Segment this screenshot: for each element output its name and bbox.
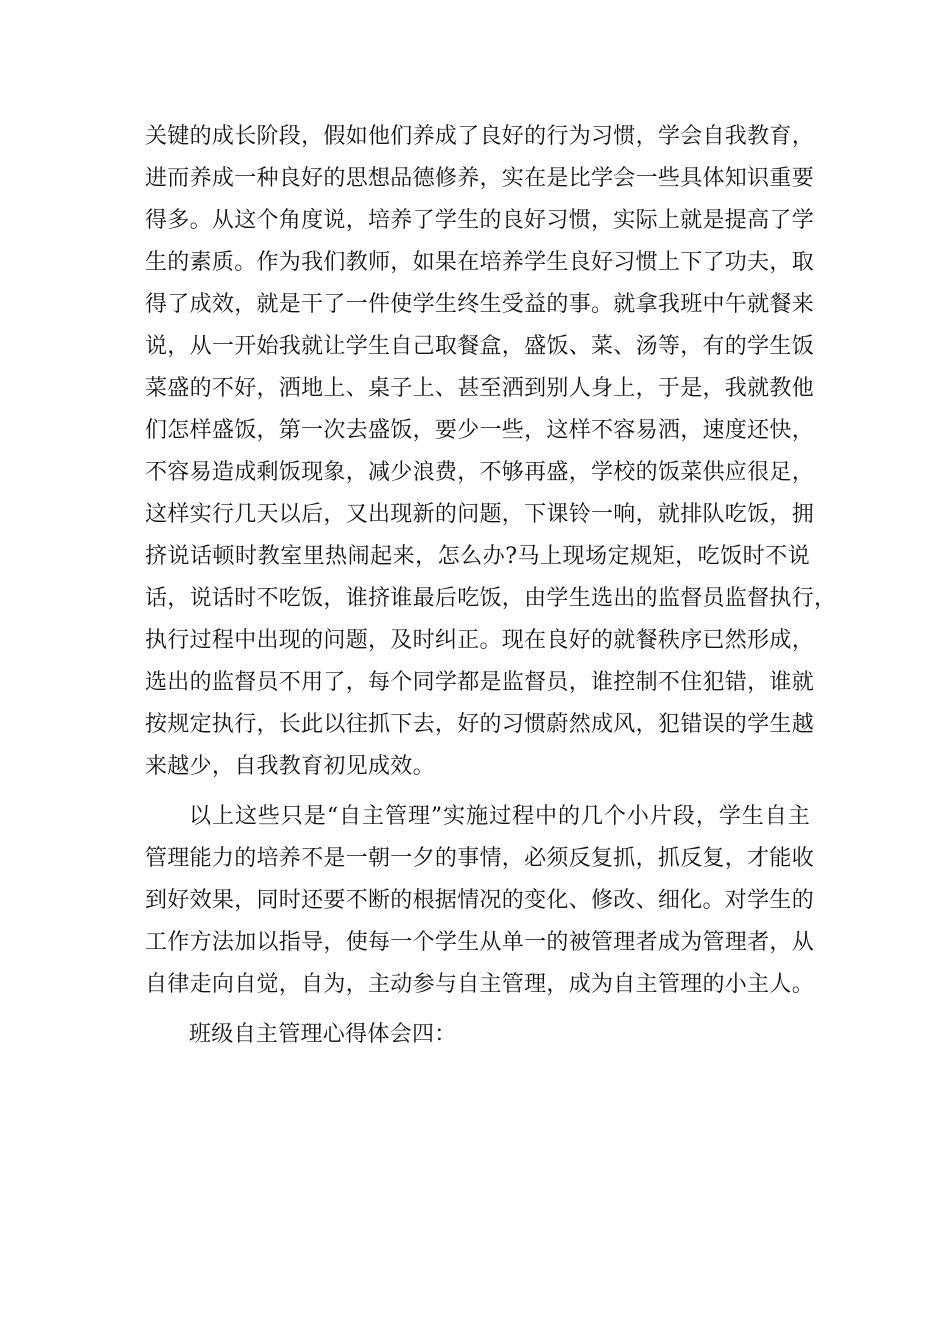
text-line: 关键的成长阶段，假如他们养成了良好的行为习惯，学会自我教育，: [145, 124, 815, 149]
text-line: 选出的监督员不用了，每个同学都是监督员，谁控制不住犯错，谁就: [145, 670, 815, 695]
text-line: 执行过程中出现的问题，及时纠正。现在良好的就餐秩序已然形成，: [145, 628, 815, 653]
paragraph: [145, 1014, 810, 1056]
text-line: 进而养成一种良好的思想品德修养，实在是比学会一些具体知识重要: [145, 166, 815, 191]
paragraph-gap: [145, 1006, 810, 1014]
text-line: 以上这些只是“自主管理”实施过程中的几个小片段，学生自主: [189, 804, 810, 829]
text-line: 按规定执行，长此以往抓下去，好的习惯蔚然成风，犯错误的学生越: [145, 712, 815, 737]
text-line: 话，说话时不吃饭，谁挤谁最后吃饭，由学生选出的监督员监督执行，: [145, 586, 837, 611]
paragraph-gap: [145, 788, 810, 796]
text-line: 这样实行几天以后，又出现新的问题，下课铃一响，就排队吃饭，拥: [145, 502, 815, 527]
text-line: 来越少，自我教育初见成效。: [145, 754, 435, 779]
text-line: 得多。从这个角度说，培养了学生的良好习惯，实际上就是提高了学: [145, 208, 815, 233]
paragraph: [145, 796, 815, 1006]
text-line: 到好效果，同时还要不断的根据情况的变化、修改、细化。对学生的: [145, 888, 815, 913]
text-line: 生的素质。作为我们教师，如果在培养学生良好习惯上下了功夫，取: [145, 250, 815, 275]
text-line: 得了成效，就是干了一件使学生终生受益的事。就拿我班中午就餐来: [145, 292, 815, 317]
text-line: 说，从一开始我就让学生自己取餐盒，盛饭、菜、汤等，有的学生饭: [145, 334, 815, 359]
text-line: 挤说话顿时教室里热闹起来，怎么办?马上现场定规矩，吃饭时不说: [145, 544, 810, 569]
section-heading: 班级自主管理心得体会四：: [189, 1022, 457, 1047]
text-line: 管理能力的培养不是一朝一夕的事情，必须反复抓，抓反复，才能收: [145, 846, 815, 871]
text-line: 菜盛的不好，洒地上、桌子上、甚至洒到别人身上，于是，我就教他: [145, 376, 815, 401]
document-body: [145, 116, 837, 1056]
paragraph: [145, 116, 837, 788]
text-line: 们怎样盛饭，第一次去盛饭，要少一些，这样不容易洒，速度还快，: [145, 418, 815, 443]
text-line: 自律走向自觉，自为，主动参与自主管理，成为自主管理的小主人。: [145, 972, 815, 997]
text-line: 工作方法加以指导，使每一个学生从单一的被管理者成为管理者，从: [145, 930, 815, 955]
text-line: 不容易造成剩饭现象，减少浪费，不够再盛，学校的饭菜供应很足，: [145, 460, 815, 485]
